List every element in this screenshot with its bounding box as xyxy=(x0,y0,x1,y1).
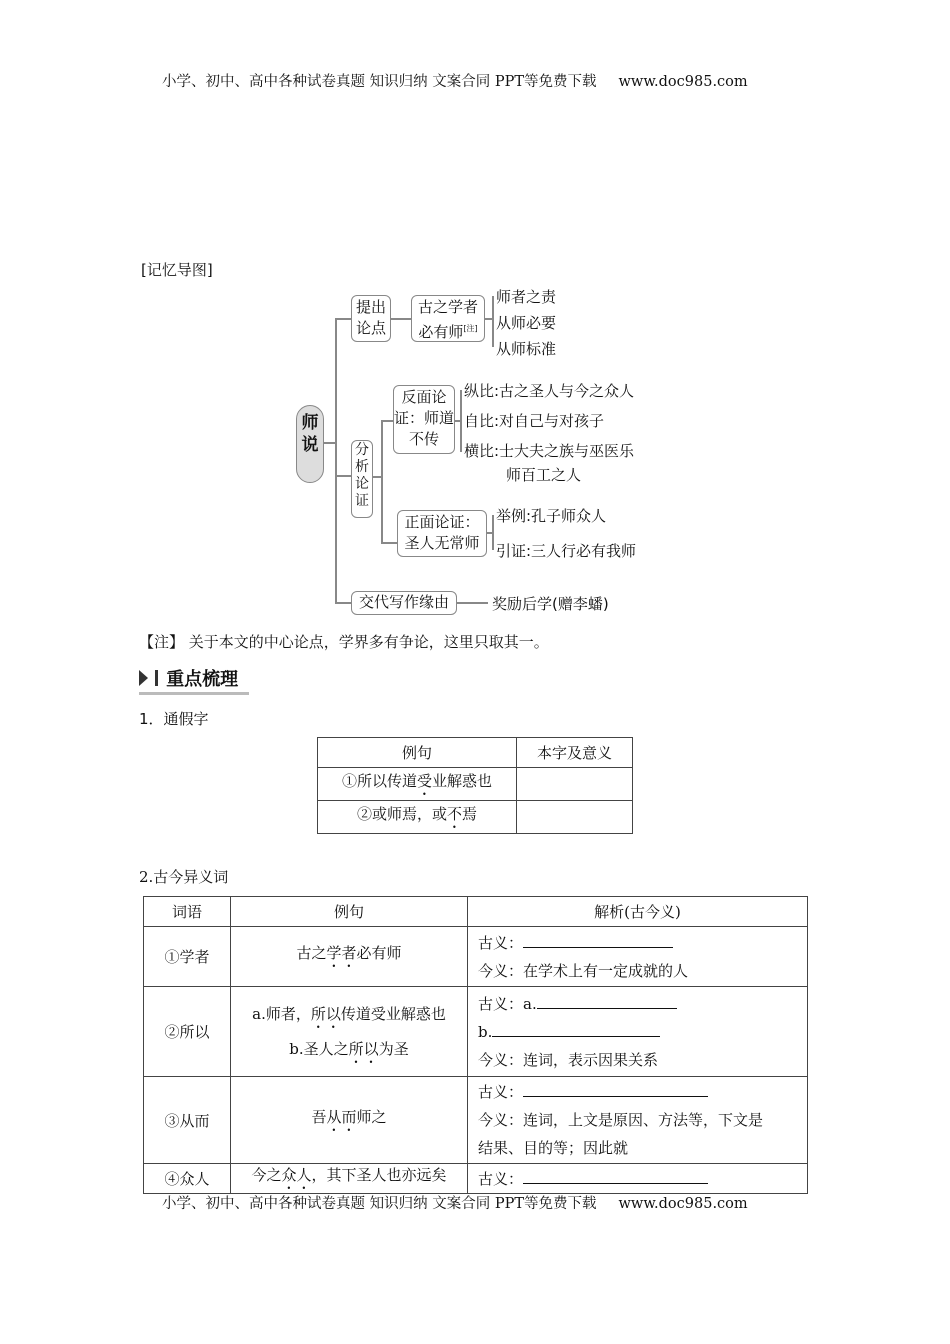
cell-text: 今义：在学术上有一定成就的人 xyxy=(478,961,689,980)
leaf: 从师必要 xyxy=(496,314,557,332)
node-positive: 正面论证：圣人无常师 xyxy=(397,510,487,557)
page-header xyxy=(162,70,748,91)
header-url: www.doc985.com xyxy=(618,74,748,90)
cell-text: 今义：连词，上文是原因、方法等，下文是 xyxy=(478,1111,764,1129)
cell-text: 必有师 xyxy=(356,944,402,962)
cell-text: b. xyxy=(478,1022,493,1041)
emphasized-word: 从而 xyxy=(326,1107,357,1126)
table-header: 例句 xyxy=(318,738,517,768)
header-text: 小学、初中、高中各种试卷真题 知识归纳 文案合同 PPT等免费下载 xyxy=(162,74,597,90)
cell-text: 古义： xyxy=(478,1083,524,1101)
branch-reason: 交代写作缘由 xyxy=(351,591,457,615)
leaf: 自比:对自己与对孩子 xyxy=(464,412,605,430)
emphasized-char: 不 xyxy=(446,804,462,823)
table-row xyxy=(144,1077,808,1164)
answer-blank[interactable] xyxy=(492,1022,660,1037)
table-header: 本字及意义 xyxy=(517,738,633,768)
footer-url: www.doc985.com xyxy=(618,1196,748,1212)
leaf: 横比:士大夫之族与巫医乐 xyxy=(464,442,635,460)
word-cell: ①学者 xyxy=(144,927,231,987)
table-row xyxy=(318,801,633,834)
note-text: 【注】 关于本文的中心论点，学界多有争论，这里只取其一。 xyxy=(139,633,549,651)
page-footer xyxy=(162,1192,748,1213)
memory-map-label: [记忆导图] xyxy=(141,261,213,279)
cell-text: 古义： xyxy=(478,933,524,952)
table-header: 词语 xyxy=(144,897,231,927)
leaf: 奖励后学(赠李蟠) xyxy=(492,595,609,613)
cell-text: 结果、目的等；因此就 xyxy=(478,1139,629,1157)
tongjia-table xyxy=(317,737,633,834)
cell-text: 今之 xyxy=(251,1166,282,1184)
section-bar-icon xyxy=(155,670,158,686)
section-title: 重点梳理 xyxy=(166,669,239,690)
section-arrow-icon xyxy=(139,670,148,686)
branch-propose: 提出论点 xyxy=(351,295,391,342)
word-cell: ③从而 xyxy=(144,1077,231,1164)
cell-text: 古义： xyxy=(478,1169,524,1188)
word-cell: ②所以 xyxy=(144,987,231,1077)
table-row xyxy=(144,987,808,1077)
cell-text: 业解惑也 xyxy=(432,771,493,790)
note-mark: [注] xyxy=(463,324,478,333)
table-row xyxy=(318,768,633,801)
branch-analysis: 分析论证 xyxy=(351,440,373,518)
table-header: 例句 xyxy=(231,897,468,927)
cell-text: ，其下圣人也亦远矣 xyxy=(311,1166,447,1184)
answer-cell[interactable] xyxy=(517,801,633,834)
answer-cell[interactable] xyxy=(517,768,633,801)
node-negative: 反面论证：师道不传 xyxy=(393,385,455,454)
table1-title: 1．通假字 xyxy=(139,710,209,728)
leaf: 师百工之人 xyxy=(506,466,582,484)
gujin-table xyxy=(143,896,808,1194)
leaf: 引证:三人行必有我师 xyxy=(496,542,637,560)
emphasized-word: 所以 xyxy=(310,1004,341,1023)
emphasized-word: 所以 xyxy=(348,1039,379,1058)
table-row xyxy=(144,1164,808,1194)
cell-text: 今义：连词，表示因果关系 xyxy=(478,1050,659,1069)
leaf: 纵比:古之圣人与今之众人 xyxy=(464,382,635,400)
cell-text: a.师者， xyxy=(252,1004,311,1023)
cell-text: 吾 xyxy=(311,1107,327,1126)
node-thesis xyxy=(411,295,485,342)
section-heading xyxy=(139,665,249,695)
answer-blank[interactable] xyxy=(537,994,677,1009)
cell-text: b.圣人之 xyxy=(289,1039,349,1058)
word-cell: ④众人 xyxy=(144,1164,231,1194)
cell-text: 师之 xyxy=(356,1107,387,1126)
thesis-text: 古之学者必有师 xyxy=(417,298,478,341)
leaf: 举例:孔子师众人 xyxy=(496,507,607,525)
table-row xyxy=(144,927,808,987)
emphasized-word: 学者 xyxy=(326,944,357,962)
cell-text: 焉 xyxy=(462,804,478,823)
leaf: 师者之责 xyxy=(496,288,557,306)
answer-blank[interactable] xyxy=(523,933,673,948)
answer-blank[interactable] xyxy=(523,1082,708,1097)
emphasized-char: 受 xyxy=(416,771,432,790)
cell-text: ①所以传道 xyxy=(341,771,417,790)
cell-text: 为圣 xyxy=(378,1039,409,1058)
leaf: 从师标准 xyxy=(496,340,557,358)
table2-title: 2.古今异义词 xyxy=(139,868,229,886)
cell-text: 古义：a. xyxy=(478,994,537,1013)
emphasized-word: 众人 xyxy=(281,1166,312,1184)
answer-blank[interactable] xyxy=(523,1169,708,1184)
table-header: 解析(古今义) xyxy=(468,897,808,927)
cell-text: 古之 xyxy=(296,944,327,962)
cell-text: 传道受业解惑也 xyxy=(340,1004,446,1023)
footer-text: 小学、初中、高中各种试卷真题 知识归纳 文案合同 PPT等免费下载 xyxy=(162,1196,597,1212)
root-node: 师说 xyxy=(296,405,324,483)
cell-text: ②或师焉，或 xyxy=(356,804,447,823)
